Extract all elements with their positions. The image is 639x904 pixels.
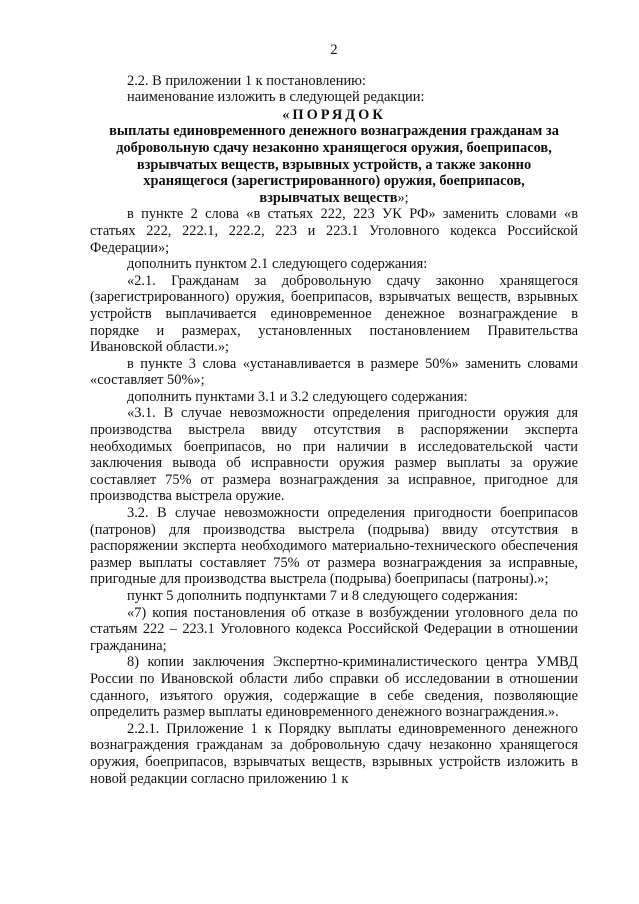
paragraph-point-3: в пункте 3 слова «устанавливается в размере 50%» заменить словами «составляет 50%»; xyxy=(90,355,578,389)
paragraph-point-2: в пункте 2 слова «в статьях 222, 223 УК РФ» заменить словами «в статьях 222, 222.1, 222.2, 223 и 223.1 Уголовного кодекса Российской Федерации»; xyxy=(90,206,578,256)
paragraph-3-2: 3.2. В случае невозможности определения пригодности боеприпасов (патронов) для производства выстрела (подрыва) ввиду отсутствия в распоряжении эксперта необходимого материально-технического обеспечения размер выплаты составляет 75% от размера вознаграждения за исправные, пригодные для производства выстрела (подрыва) боеприпасы (патроны).»; xyxy=(90,505,578,588)
title-line-4: хранящегося (зарегистрированного) оружия, боеприпасов, xyxy=(143,173,525,190)
paragraph-add-3-1-3-2: дополнить пунктами 3.1 и 3.2 следующего содержания: xyxy=(127,388,468,405)
title-line-5-text: взрывчатых веществ xyxy=(259,189,398,206)
title-line-3: взрывчатых веществ, взрывных устройств, а также законно xyxy=(136,156,532,173)
title-line-1: выплаты единовременного денежного вознаграждения гражданам за xyxy=(109,123,559,140)
section-intro: 2.2. В приложении 1 к постановлению: xyxy=(127,72,366,89)
title-line-5 xyxy=(90,190,578,207)
paragraph-3-1: «3.1. В случае невозможности определения пригодности оружия для производства выстрела ввиду отсутствия в распоряжении эксперта необходимых боеприпасов, но при наличии в исследовательской части заключения вывода об исправности оружия размер выплаты за оружие составляет 75% от размера вознаграждения за исправное, пригодное для производства выстрела оружие. xyxy=(90,405,578,505)
paragraph-subpoint-8: 8) копии заключения Экспертно-криминалистического центра УМВД России по Ивановской области либо справки об исследовании в отношении сданного, изъятого оружия, содержащие в себе сведения, позволяющие определить размер выплаты единовременного денежного вознаграждения.». xyxy=(90,654,578,721)
document-title: «ПОРЯДОК xyxy=(282,106,386,123)
paragraph-point-5: пункт 5 дополнить подпунктами 7 и 8 следующего содержания: xyxy=(127,588,518,604)
paragraph-subpoint-7: «7) копия постановления об отказе в возбуждении уголовного дела по статьям 222 – 223.1 Уголовного кодекса Российской Федерации в отношении гражданина; xyxy=(90,604,578,654)
paragraph-add-2-1: дополнить пунктом 2.1 следующего содержания: xyxy=(127,256,428,273)
naming-intro: наименование изложить в следующей редакции: xyxy=(127,89,425,106)
paragraph-2-2-1: 2.2.1. Приложение 1 к Порядку выплаты единовременного денежного вознаграждения гражданам за добровольную сдачу незаконно хранящегося оружия, боеприпасов, взрывчатых веществ, взрывных устройств изложить в новой редакции согласно приложению 1 к xyxy=(90,720,578,787)
title-end-quote: »; xyxy=(397,189,409,206)
title-line-2: добровольную сдачу незаконно хранящегося оружия, боеприпасов, xyxy=(116,139,552,156)
page-number: 2 xyxy=(330,42,338,58)
paragraph-2-1: «2.1. Гражданам за добровольную сдачу законно хранящегося (зарегистрированного) оружия, боеприпасов, взрывчатых веществ, взрывных устройств выплачивается единовременное денежное вознаграждение в порядке и размерах, установленных постановлением Правительства Ивановской области.»; xyxy=(90,272,578,356)
